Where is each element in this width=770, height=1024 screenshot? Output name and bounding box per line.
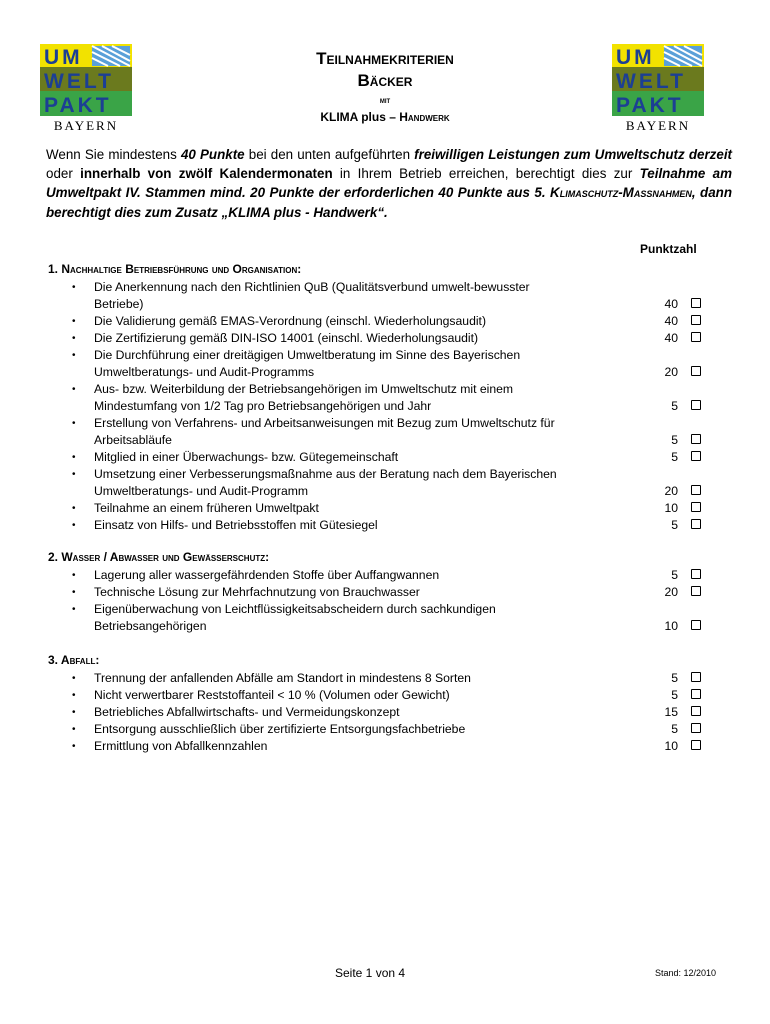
- criterion-points: 10: [664, 739, 678, 753]
- umweltpakt-logo-left: [40, 44, 132, 132]
- title-mit: mit: [379, 95, 391, 105]
- intro-emphasis: innerhalb von zwölf Kalendermonaten: [80, 166, 333, 182]
- criterion-checkbox[interactable]: [691, 332, 701, 342]
- criterion-checkbox[interactable]: [691, 434, 701, 444]
- criterion-text: Betriebliches Abfallwirtschafts- und Vermeidungskonzept: [94, 705, 400, 719]
- criterion-checkbox[interactable]: [691, 451, 701, 461]
- criterion-checkbox[interactable]: [691, 620, 701, 630]
- document-title-block: [230, 48, 540, 125]
- bullet-icon: •: [72, 350, 76, 361]
- criterion-text: Entsorgung ausschließlich über zertifizierte Entsorgungsfachbetriebe: [94, 722, 466, 736]
- bullet-icon: •: [72, 604, 76, 615]
- criterion-text: Umsetzung einer Verbesserungsmaßnahme aus der Beratung nach dem Bayerischen Umweltberatungs- und Audit-Programm: [94, 467, 557, 498]
- document-title: Teilnahmekriterien: [316, 49, 454, 68]
- intro-emphasis: , dann berechtigt dies zum Zusatz „KLIMA plus - Handwerk“.: [46, 185, 732, 220]
- criterion-checkbox[interactable]: [691, 586, 701, 596]
- criterion-text: Eigenüberwachung von Leichtflüssigkeitsabscheidern durch sachkundigen Betriebsangehörigen: [94, 602, 496, 633]
- logo-line3: PAKT: [44, 94, 112, 116]
- criterion-points: 20: [664, 585, 678, 599]
- criterion-text: Die Durchführung einer dreitägigen Umweltberatung im Sinne des Bayerischen Umweltberatungs- und Audit-Programms: [94, 348, 521, 379]
- criterion-points: 20: [664, 484, 678, 498]
- criterion-checkbox[interactable]: [691, 298, 701, 308]
- criterion-points: 40: [664, 314, 678, 328]
- bullet-icon: •: [72, 418, 76, 429]
- intro-text: Wenn Sie mindestens: [46, 147, 181, 162]
- criterion-points: 5: [671, 450, 678, 464]
- criterion-points: 10: [664, 619, 678, 633]
- bullet-icon: •: [72, 570, 76, 581]
- criterion-points: 5: [671, 671, 678, 685]
- criterion-checkbox[interactable]: [691, 672, 701, 682]
- klima-handwerk: Handwerk: [399, 110, 450, 124]
- logo-line1: UM: [44, 46, 83, 69]
- bullet-icon: •: [72, 673, 76, 684]
- criterion-checkbox[interactable]: [691, 706, 701, 716]
- criterion-text: Einsatz von Hilfs- und Betriebsstoffen mit Gütesiegel: [94, 518, 378, 532]
- criterion-checkbox[interactable]: [691, 740, 701, 750]
- criterion-text: Teilnahme an einem früheren Umweltpakt: [94, 501, 319, 515]
- intro-emphasis: Klimaschutz-Massnahmen: [550, 185, 692, 201]
- intro-emphasis: 40 Punkte: [180, 147, 245, 162]
- criterion-points: 20: [664, 365, 678, 379]
- bullet-icon: •: [72, 690, 76, 701]
- criterion-points: 5: [671, 568, 678, 582]
- criterion-points: 5: [671, 433, 678, 447]
- criterion-checkbox[interactable]: [691, 315, 701, 325]
- criterion-text: Mitglied in einer Überwachungs- bzw. Gütegemeinschaft: [94, 450, 399, 464]
- stand-date: Stand: 12/2010: [655, 968, 717, 978]
- logo-line2: WELT: [616, 70, 686, 93]
- umweltpakt-logo-graphic: [612, 44, 704, 116]
- criterion-text: Aus- bzw. Weiterbildung der Betriebsangehörigen im Umweltschutz mit einem Mindestumfang von 1/2 Tag pro Betriebsangehörigen und Jahr: [94, 382, 514, 413]
- bullet-icon: •: [72, 384, 76, 395]
- bullet-icon: •: [72, 741, 76, 752]
- criterion-checkbox[interactable]: [691, 519, 701, 529]
- criterion-points: 5: [671, 399, 678, 413]
- bullet-icon: •: [72, 707, 76, 718]
- klima-plus-line: [230, 109, 540, 125]
- logo-caption: BAYERN: [625, 118, 691, 133]
- section-title: 2. Wasser / Abwasser und Gewässerschutz:: [48, 550, 270, 564]
- intro-text: bei den unten aufgeführten: [244, 147, 415, 162]
- criterion-text: Die Anerkennung nach den Richtlinien QuB (Qualitätsverbund umwelt-bewusster Betriebe): [94, 280, 530, 311]
- criterion-points: 15: [664, 705, 678, 719]
- criterion-text: Trennung der anfallenden Abfälle am Standort in mindestens 8 Sorten: [94, 671, 471, 685]
- bullet-icon: •: [72, 503, 76, 514]
- logo-caption: BAYERN: [53, 118, 119, 133]
- criterion-text: Technische Lösung zur Mehrfachnutzung von Brauchwasser: [94, 585, 420, 599]
- bullet-icon: •: [72, 587, 76, 598]
- bullet-icon: •: [72, 520, 76, 531]
- logo-line1: UM: [616, 46, 655, 69]
- umweltpakt-logo-right: [612, 44, 704, 132]
- bullet-icon: •: [72, 282, 76, 293]
- criterion-checkbox[interactable]: [691, 366, 701, 376]
- criterion-checkbox[interactable]: [691, 502, 701, 512]
- bullet-icon: •: [72, 452, 76, 463]
- intro-emphasis: Teilnahme am Umweltpakt IV. Stammen mind. 20 Punkte der erforderlichen 40 Punkte aus 5.: [46, 166, 732, 201]
- criterion-points: 40: [664, 297, 678, 311]
- bullet-icon: •: [72, 724, 76, 735]
- criterion-checkbox[interactable]: [691, 723, 701, 733]
- criterion-checkbox[interactable]: [691, 400, 701, 410]
- document-subtitle: Bäcker: [357, 71, 413, 90]
- punktzahl-header: Punktzahl: [640, 242, 697, 256]
- section-title: 3. Abfall:: [48, 653, 100, 667]
- criterion-points: 5: [671, 722, 678, 736]
- bullet-icon: •: [72, 333, 76, 344]
- intro-paragraph: [46, 145, 732, 222]
- criterion-points: 5: [671, 518, 678, 532]
- page-number: Seite 1 von 4: [335, 966, 406, 980]
- criterion-text: Die Zertifizierung gemäß DIN-ISO 14001 (einschl. Wiederholungsaudit): [94, 331, 479, 345]
- criterion-text: Erstellung von Verfahrens- und Arbeitsanweisungen mit Bezug zum Umweltschutz für Arbeitsabläufe: [94, 416, 555, 447]
- criterion-points: 40: [664, 331, 678, 345]
- klima-plain: KLIMA plus –: [320, 110, 400, 124]
- criterion-text: Die Validierung gemäß EMAS-Verordnung (einschl. Wiederholungsaudit): [94, 314, 487, 328]
- bullet-icon: •: [72, 316, 76, 327]
- criterion-text: Ermittlung von Abfallkennzahlen: [94, 739, 268, 753]
- intro-text: in Ihrem Betrieb erreichen, berechtigt dies zur: [332, 166, 640, 182]
- bullet-icon: •: [72, 469, 76, 480]
- criterion-checkbox[interactable]: [691, 689, 701, 699]
- intro-text: oder: [46, 166, 81, 182]
- criterion-checkbox[interactable]: [691, 485, 701, 495]
- criterion-points: 5: [671, 688, 678, 702]
- criterion-points: 10: [664, 501, 678, 515]
- umweltpakt-logo-graphic: [40, 44, 132, 116]
- criterion-text: Lagerung aller wassergefährdenden Stoffe über Auffangwannen: [94, 568, 440, 582]
- criterion-checkbox[interactable]: [691, 569, 701, 579]
- logo-line3: PAKT: [616, 94, 684, 116]
- criterion-text: Nicht verwertbarer Reststoffanteil < 10 % (Volumen oder Gewicht): [94, 688, 450, 702]
- section-title: 1. Nachhaltige Betriebsführung und Organisation:: [48, 262, 302, 276]
- intro-emphasis: freiwilligen Leistungen zum Umweltschutz derzeit: [414, 147, 732, 162]
- logo-line2: WELT: [44, 70, 114, 93]
